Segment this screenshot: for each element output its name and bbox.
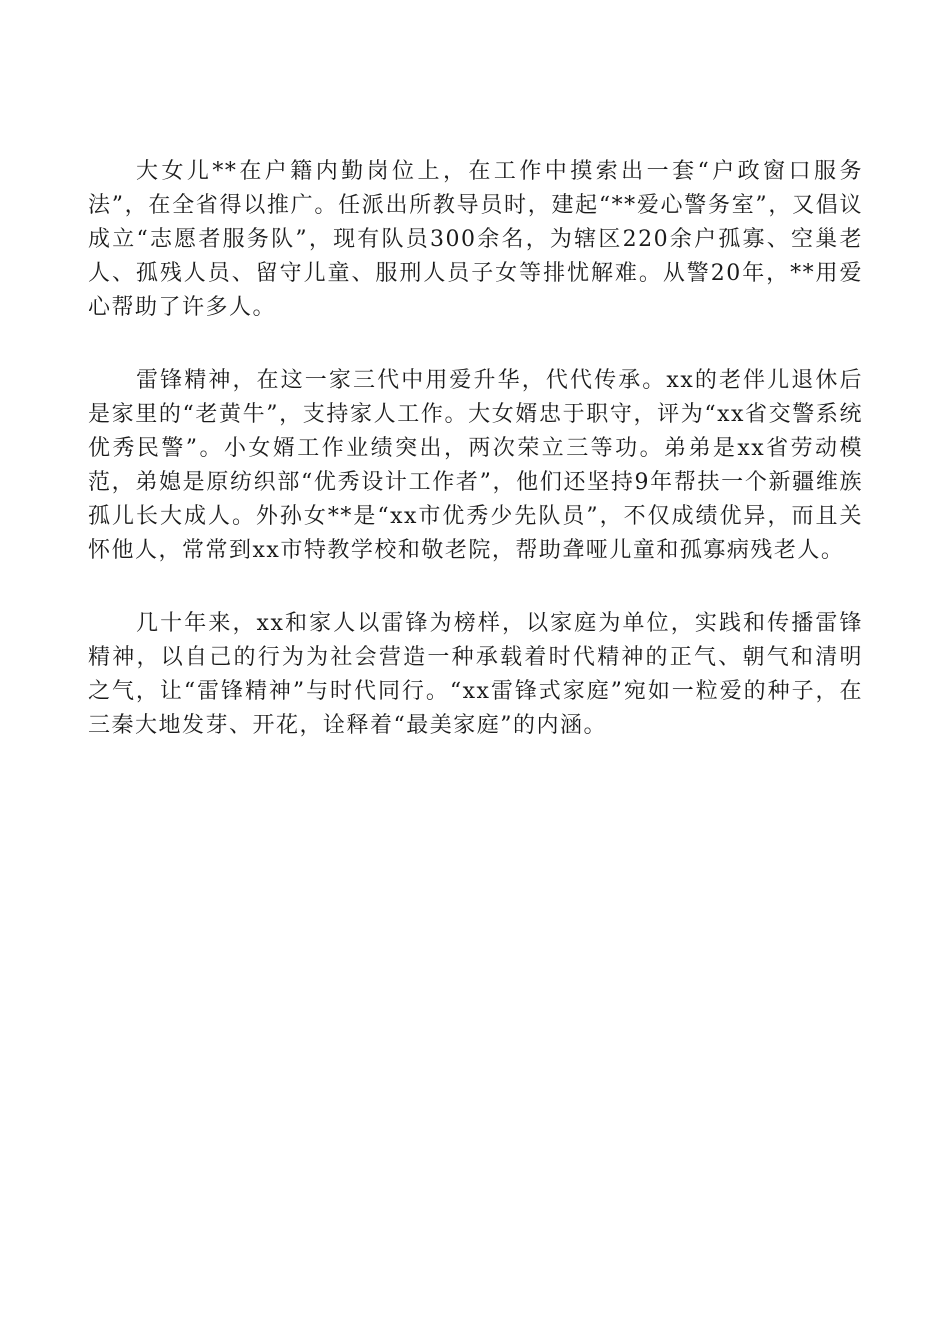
document-body — [88, 155, 863, 782]
paragraph-daughter: 大女儿**在户籍内勤岗位上，在工作中摸索出一套“户政窗口服务法”，在全省得以推广。任派出所教导员时，建起“**爱心警务室”，又倡议成立“志愿者服务队”，现有队员300余名，为辖区220余户孤寡、空巢老人、孤残人员、留守儿童、服刑人员子女等排忧解难。从警20年，**用爱心帮助了许多人。 — [88, 159, 863, 320]
paragraph-conclusion: 几十年来，xx和家人以雷锋为榜样，以家庭为单位，实践和传播雷锋精神，以自己的行为为社会营造一种承载着时代精神的正气、朝气和清明之气，让“雷锋精神”与时代同行。“xx雷锋式家庭”宛如一粒爱的种子，在三秦大地发芽、开花，诠释着“最美家庭”的内涵。 — [88, 611, 863, 738]
paragraph-family: 雷锋精神，在这一家三代中用爱升华，代代传承。xx的老伴儿退休后是家里的“老黄牛”，支持家人工作。大女婿忠于职守，评为“xx省交警系统优秀民警”。小女婿工作业绩突出，两次荣立三等功。弟弟是xx省劳动模范，弟媳是原纺织部“优秀设计工作者”，他们还坚持9年帮扶一个新疆维族孤儿长大成人。外孙女**是“xx市优秀少先队员”，不仅成绩优异，而且关怀他人，常常到xx市特教学校和敬老院，帮助聋哑儿童和孤寡病残老人。 — [88, 368, 863, 563]
